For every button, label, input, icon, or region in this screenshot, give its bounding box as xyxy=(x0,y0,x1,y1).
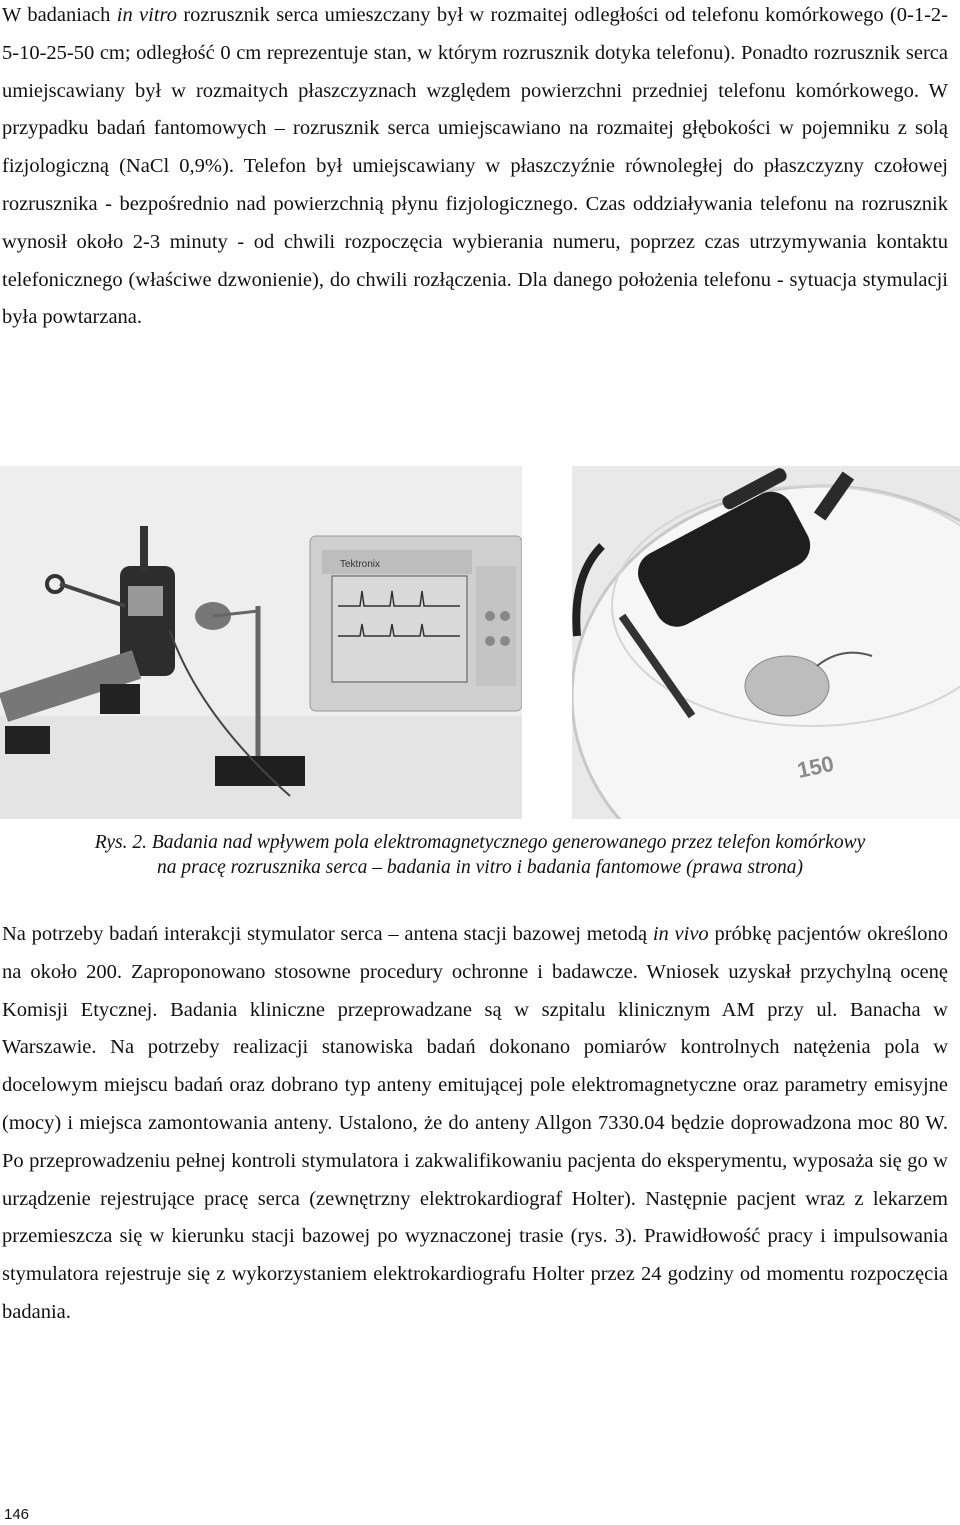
text-run: W badaniach xyxy=(2,4,117,26)
text-run: Na potrzeby badań interakcji stymulator serca – antena stacji bazowej metodą xyxy=(2,923,653,945)
paragraph-in-vivo xyxy=(2,916,948,1332)
caption-line-2: na pracę rozrusznika serca – badania in vitro i badania fantomowe (prawa strona) xyxy=(156,857,803,878)
photo-phantom-setup xyxy=(572,466,960,819)
page-number: 146 xyxy=(4,1506,30,1523)
paragraph-in-vitro xyxy=(2,0,948,337)
figure-caption xyxy=(0,830,960,880)
italic-term: in vivo xyxy=(652,923,709,945)
text-run: próbkę pacjentów określono na około 200. Zaproponowano stosowne procedury ochronne i badawcze. Wniosek uzyskał przychylną ocenę Komisji Etycznej. Badania kliniczne przeprowadzane są w szpitalu klinicznym AM przy ul. Banacha w Warszawie. Na potrzeby realizacji stanowiska badań dokonano pomiarów kontrolnych natężenia pola w docelowym miejscu badań oraz dobrano typ anteny emitującej pole elektromagnetyczne oraz parametry emisyjne (mocy) i miejsca zamontowania anteny. Ustalono, że do anteny Allgon 7330.04 będzie doprowadzona moc 80 W. Po przeprowadzeniu pełnej kontroli stymulatora i zakwalifikowaniu pacjenta do eksperymentu, wyposaża się go w urządzenie rejestrujące pracę serca (zewnętrzny elektrokardiograf Holter). Następnie pacjent wraz z lekarzem przemieszcza się w kierunku stacji bazowej po wyznaczonej trasie (rys. 3). Prawidłowość pracy i impulsowania stymulatora rejestruje się z wykorzystaniem elektrokardiografu Holter przez 24 godziny od momentu rozpoczęcia badania. xyxy=(2,923,948,1323)
oscilloscope-brand: Tektronix xyxy=(340,559,381,570)
text-run: rozrusznik serca umieszczany był w rozmaitej odległości od telefonu komórkowego (0-1-2-5-10-25-50 cm; odległość 0 cm reprezentuje stan, w którym rozrusznik dotyka telefonu). Ponadto rozrusznik serca umiejscawiany był w rozmaitych płaszczyznach względem powierzchni przedniej telefonu komórkowego. W przypadku badań fantomowych – rozrusznik serca umiejscawiano na rozmaitej głębokości w pojemniku z solą fizjologiczną (NaCl 0,9%). Telefon był umiejscawiany w płaszczyźnie równoległej do płaszczyzny czołowej rozrusznika - bezpośrednio nad powierzchnią płynu fizjologicznego. Czas oddziaływania telefonu na rozrusznik wynosił około 2-3 minuty - od chwili rozpoczęcia wybierania numeru, poprzez czas utrzymywania kontaktu telefonicznego (właściwe dzwonienie), do chwili rozłączenia. Dla danego położenia telefonu - sytuacja stymulacji była powtarzana. xyxy=(2,4,948,329)
figure-photos xyxy=(0,466,960,821)
caption-line-1: Rys. 2. Badania nad wpływem pola elektromagnetycznego generowanego przez telefon komórkowy xyxy=(94,832,866,853)
italic-term: in vitro xyxy=(116,4,177,26)
photo-in-vitro-setup xyxy=(0,466,522,819)
dish-marking: 150 xyxy=(794,750,837,783)
